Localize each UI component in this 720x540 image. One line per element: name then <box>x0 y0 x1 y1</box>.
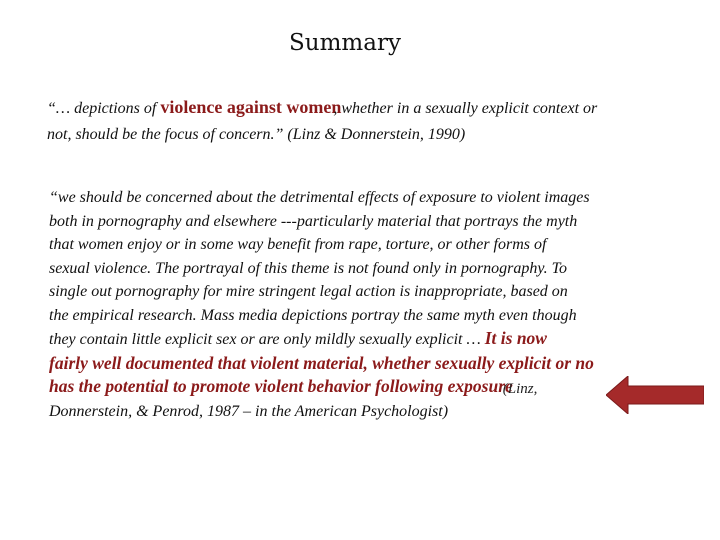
quote1-lead: “… depictions of <box>47 100 161 117</box>
quote2-line: both in pornography and elsewhere ---particularly material that portrays the myth <box>49 212 578 230</box>
quote1-line1 <box>47 94 717 122</box>
quote1-line2: not, should be the focus of concern.” (Linz & Donnerstein, 1990) <box>47 126 466 143</box>
quote2-line: “we should be concerned about the detrimental effects of exposure to violent images <box>49 189 590 206</box>
slide-title: Summary <box>289 30 401 56</box>
left-arrow-icon[interactable] <box>606 376 704 414</box>
quote2-line: the empirical research. Mass media depictions portray the same myth even though <box>49 306 577 324</box>
quote2-emphasis-start: It is now <box>484 328 547 348</box>
quote2-line7 <box>49 327 714 352</box>
quote-linz-1990 <box>47 94 717 148</box>
quote2-line: sexual violence. The portrayal of this theme is not found only in pornography. To <box>49 259 568 277</box>
quote2-emphasis-line: fairly well documented that violent material, whether sexually explicit or no <box>49 352 594 373</box>
quote2-citation-overlay: (Linz, <box>502 381 538 397</box>
quote2-emphasis-end: has the potential to promote violent behavior following exposure <box>49 376 513 396</box>
quote2-line7-text: they contain little explicit sex or are only mildly sexually explicit … <box>49 331 485 348</box>
quote2-line: single out pornography for mire stringent legal action is inappropriate, based on <box>49 283 568 300</box>
quote2-citation: Donnerstein, & Penrod, 1987 – in the American Psychologist) <box>49 402 449 420</box>
quote1-emphasis: violence against women <box>160 97 342 117</box>
quote1-rest: , whether in a sexually explicit context or <box>333 100 598 117</box>
quote2-line: that women enjoy or in some way benefit from rape, torture, or other forms of <box>49 236 547 253</box>
